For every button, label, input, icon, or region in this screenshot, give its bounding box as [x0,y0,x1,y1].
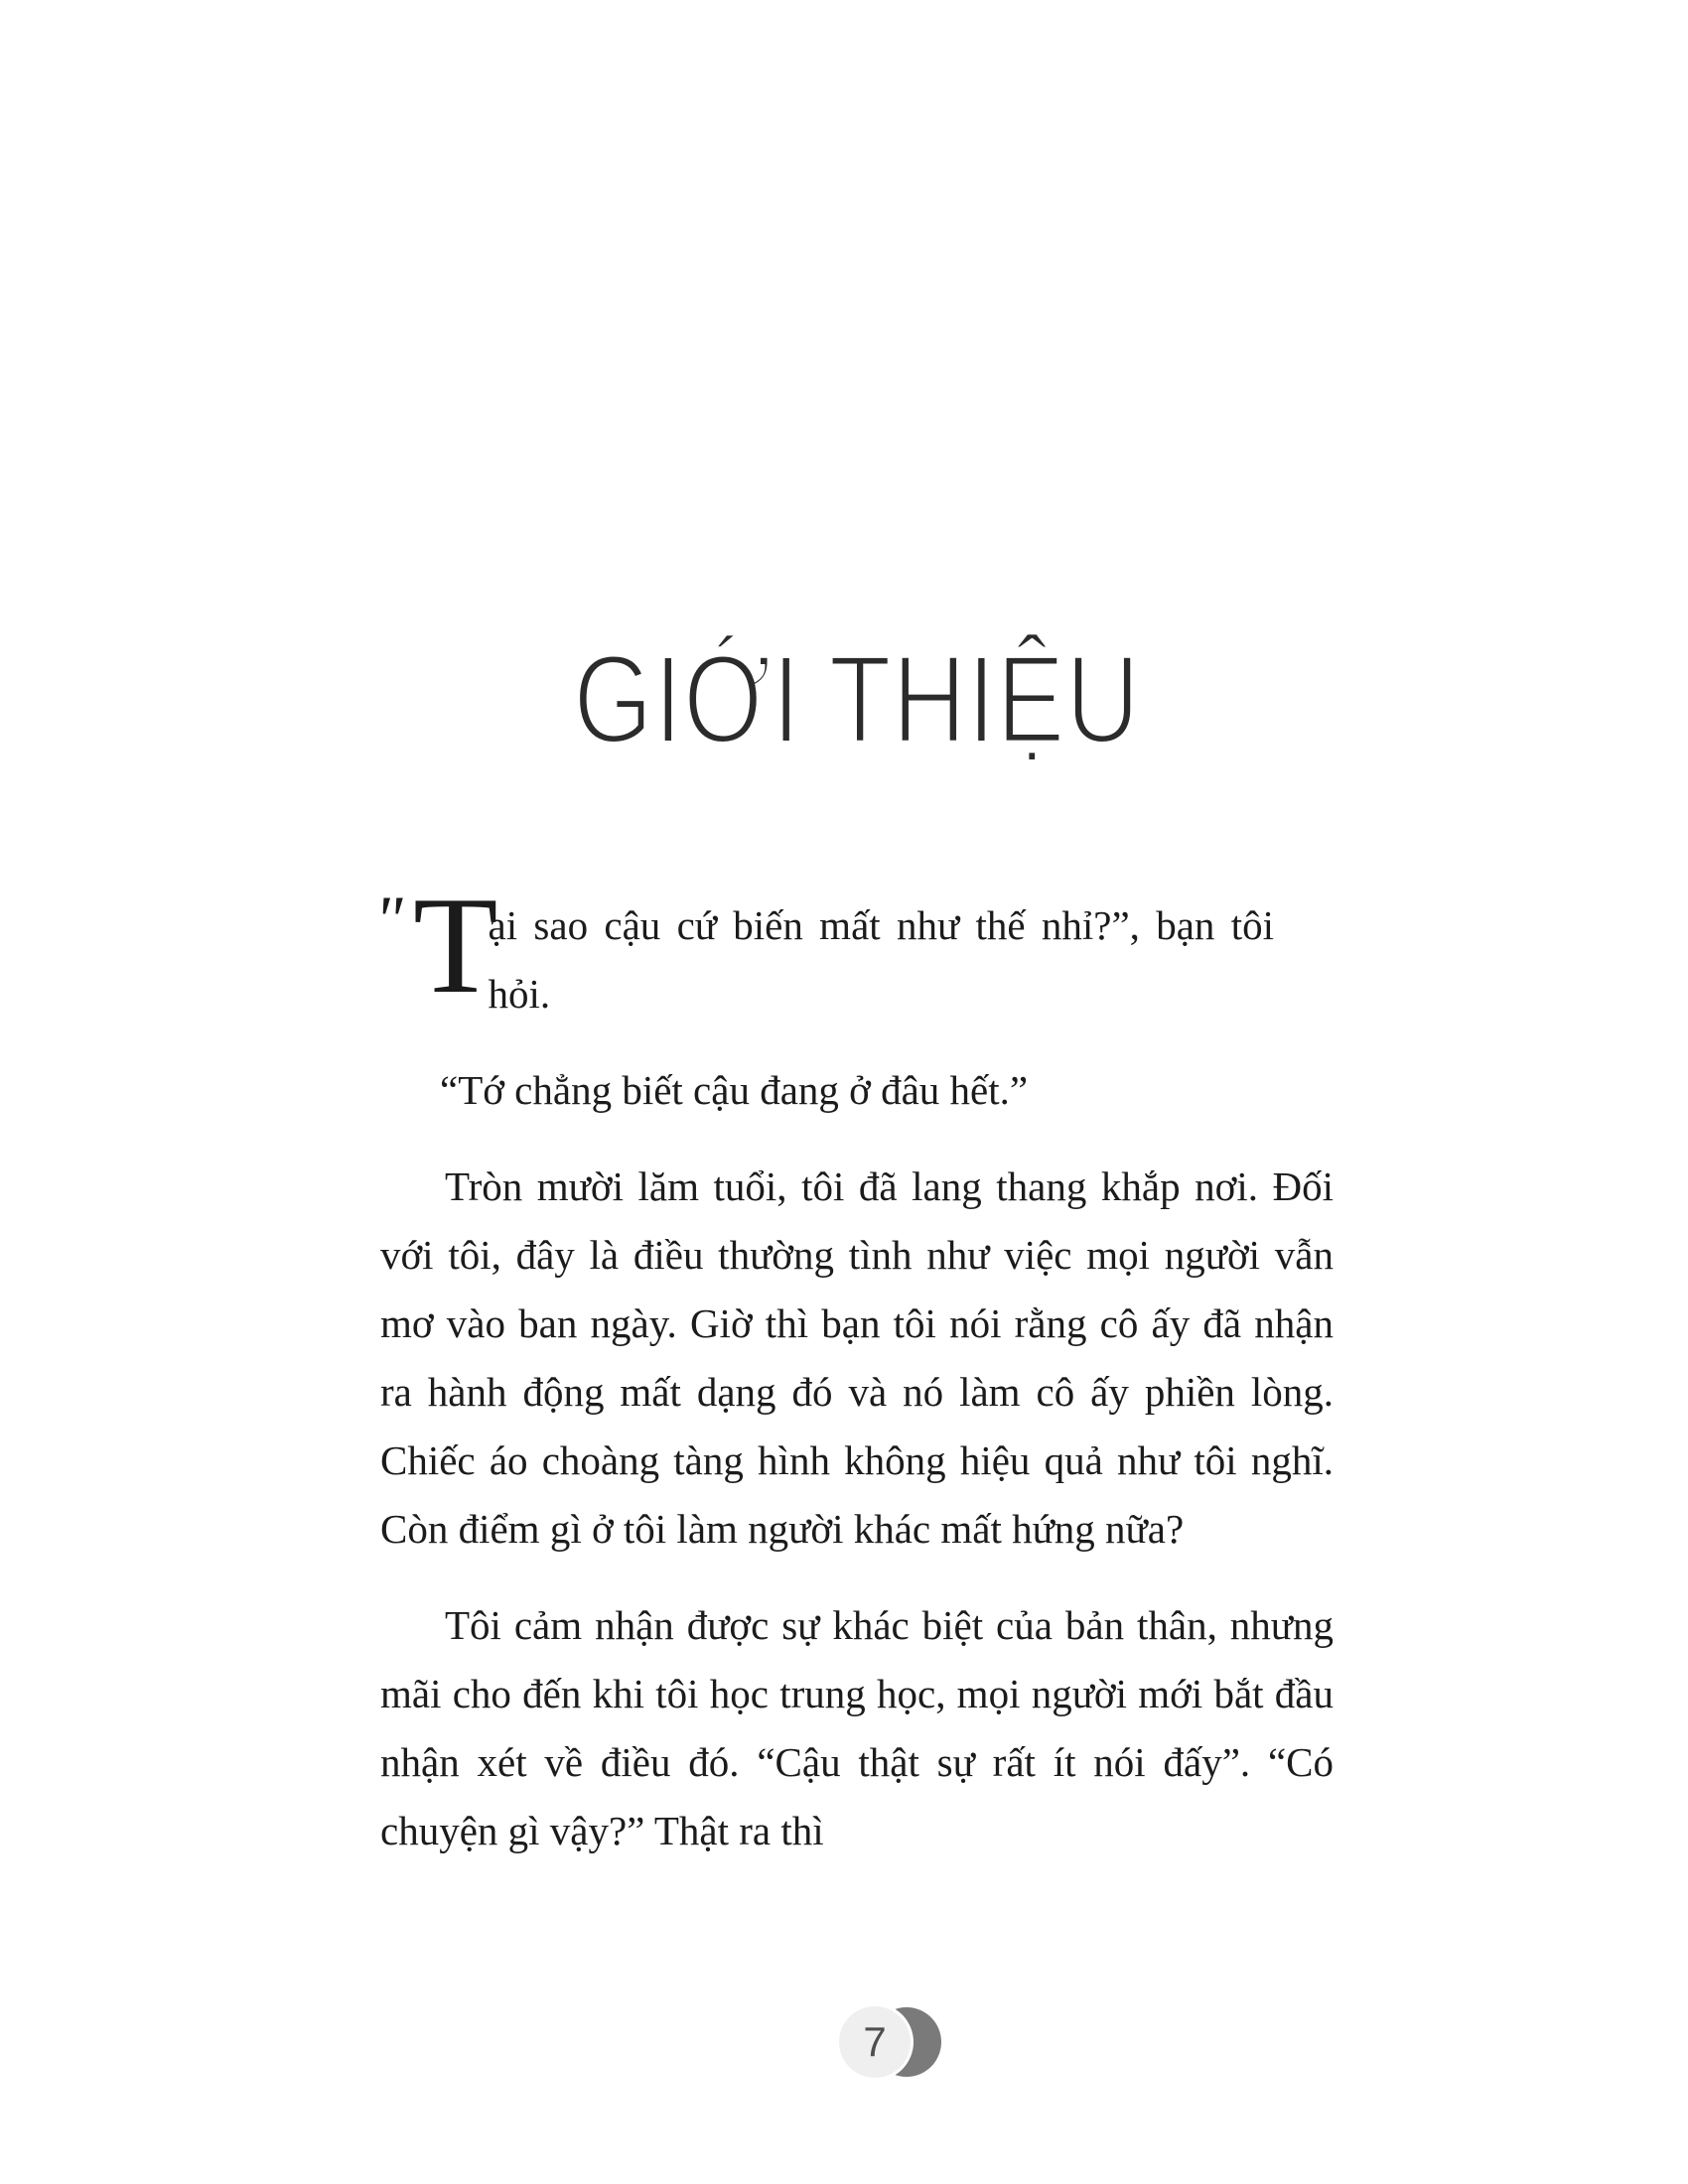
body-text-column [374,869,1334,1893]
paragraph-wandering: Tròn mười lăm tuổi, tôi đã lang thang khắp nơi. Đối với tôi, đây là điều thường tình như việc mọi người vẫn mơ vào ban ngày. Giờ thì bạn tôi nói rằng cô ấy đã nhận ra hành động mất dạng đó và nó làm cô ấy phiền lòng. Chiếc áo choàng tàng hình không hiệu quả như tôi nghĩ. Còn điểm gì ở tôi làm người khác mất hứng nữa? [380,1163,1334,1552]
paragraph-opening-text: ại sao cậu cứ biến mất như thế nhỉ?”, bạn tôi hỏi. [488,902,1274,1017]
drop-cap-letter: T [413,869,498,1023]
page-number-circle [839,2006,911,2078]
paragraph-difference: Tôi cảm nhận được sự khác biệt của bản thân, nhưng mãi cho đến khi tôi học trung học, mọi người mới bắt đầu nhận xét về điều đó. “Cậu thật sự rất ít nói đấy”. “Có chuyện gì vậy?” Thật ra thì [380,1602,1334,1853]
page-number: 7 [863,2018,887,2065]
chapter-title: GIỚI THIỆU [573,629,1141,770]
paragraph-quote-line: “Tớ chẳng biết cậu đang ở đâu hết.” [440,1067,1029,1113]
paragraph-opening [374,869,1274,1028]
page-number-badge [839,2006,948,2080]
decorative-open-quote: " [374,882,403,957]
